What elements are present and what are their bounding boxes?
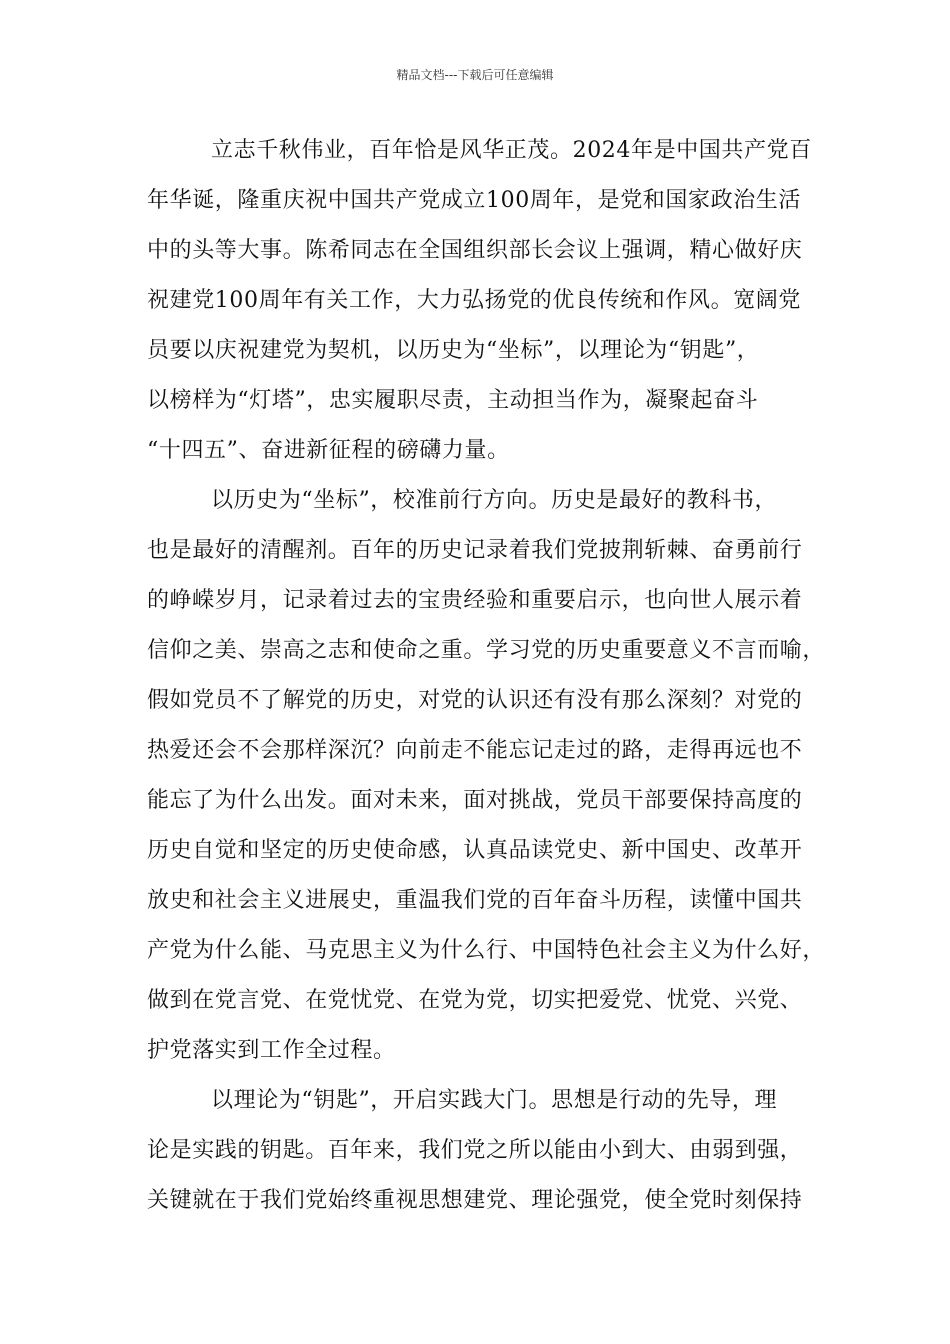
paragraph-2-line-5: 假如党员不了解党的历史，对党的认识还有没有那么深刻？对党的 bbox=[147, 688, 803, 713]
paragraph-2-line-6: 热爱还会不会那样深沉？向前走不能忘记走过的路，走得再远也不 bbox=[147, 738, 803, 763]
paragraph-2-line-3: 的峥嵘岁月，记录着过去的宝贵经验和重要启示，也向世人展示着 bbox=[147, 588, 803, 613]
paragraph-1-line-7: “十四五”、奋进新征程的磅礴力量。 bbox=[147, 438, 510, 463]
paragraph-3-line-1: 以理论为“钥匙”，开启实践大门。思想是行动的先导，理 bbox=[211, 1088, 778, 1113]
paragraph-1-line-1: 立志千秋伟业，百年恰是风华正茂。2024年是中国共产党百 bbox=[211, 138, 812, 163]
paragraph-2-line-9: 放史和社会主义进展史，重温我们党的百年奋斗历程，读懂中国共 bbox=[147, 888, 803, 913]
paragraph-2-line-4: 信仰之美、崇高之志和使命之重。学习党的历史重要意义不言而喻， bbox=[147, 638, 826, 663]
paragraph-1-line-5: 员要以庆祝建党为契机，以历史为“坐标”，以理论为“钥匙”， bbox=[147, 338, 760, 363]
paragraph-1-line-6: 以榜样为“灯塔”，忠实履职尽责，主动担当作为，凝聚起奋斗 bbox=[147, 388, 759, 413]
paragraph-2-line-1: 以历史为“坐标”，校准前行方向。历史是最好的教科书， bbox=[211, 488, 778, 513]
paragraph-3-line-2: 论是实践的钥匙。百年来，我们党之所以能由小到大、由弱到强， bbox=[147, 1138, 803, 1163]
paragraph-2-line-12: 护党落实到工作全过程。 bbox=[147, 1038, 396, 1063]
paragraph-2-line-11: 做到在党言党、在党忧党、在党为党，切实把爱党、忧党、兴党、 bbox=[147, 988, 803, 1013]
paragraph-1-line-4: 祝建党100周年有关工作，大力弘扬党的优良传统和作风。宽阔党 bbox=[147, 288, 801, 313]
paragraph-2-line-10: 产党为什么能、马克思主义为什么行、中国特色社会主义为什么好， bbox=[147, 938, 826, 963]
paragraph-2-line-8: 历史自觉和坚定的历史使命感，认真品读党史、新中国史、改革开 bbox=[147, 838, 803, 863]
paragraph-1-line-3: 中的头等大事。陈希同志在全国组织部长会议上强调，精心做好庆 bbox=[147, 238, 803, 263]
paragraph-1-line-2: 年华诞，隆重庆祝中国共产党成立100周年，是党和国家政治生活 bbox=[147, 188, 801, 213]
page-header: 精品文档---下载后可任意编辑 bbox=[396, 68, 554, 82]
paragraph-2-line-7: 能忘了为什么出发。面对未来，面对挑战，党员干部要保持高度的 bbox=[147, 788, 803, 813]
paragraph-3-line-3: 关键就在于我们党始终重视思想建党、理论强党，使全党时刻保持 bbox=[147, 1188, 803, 1213]
paragraph-2-line-2: 也是最好的清醒剂。百年的历史记录着我们党披荆斩棘、奋勇前行 bbox=[147, 538, 803, 563]
